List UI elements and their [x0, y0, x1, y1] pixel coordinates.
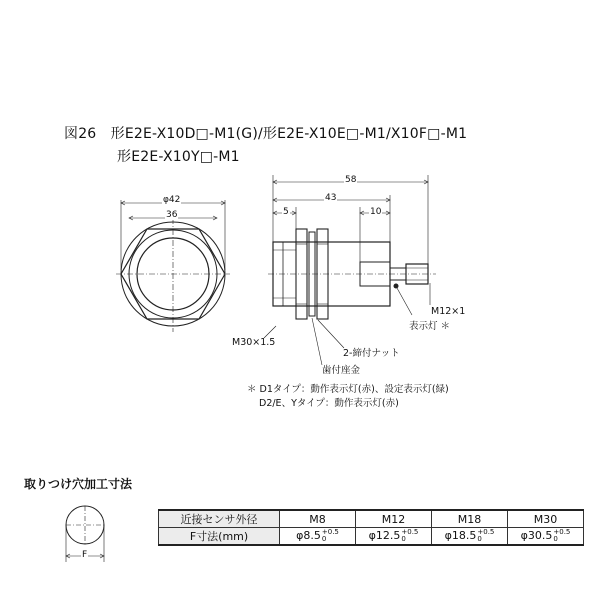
size-m8: M8	[280, 510, 356, 528]
dim-43: 43	[325, 193, 337, 203]
note-line-2: D2/E、Yタイプ：動作表示灯(赤)	[259, 398, 399, 409]
value-m18: φ18.5 +0.5 0	[432, 528, 508, 546]
dim-10: 10	[370, 207, 382, 217]
value-m30: φ30.5 +0.5 0	[508, 528, 584, 546]
dim-f: F	[82, 550, 88, 560]
figure-title-line2: 形E2E-X10Y□-M1	[117, 149, 240, 165]
mounting-title: 取りつけ穴加工寸法	[24, 477, 133, 491]
table-row	[159, 510, 584, 528]
note-line-1: ＊ D1タイプ：動作表示灯(赤)、設定表示灯(緑)	[247, 384, 449, 395]
value-m12: φ12.5 +0.5 0	[356, 528, 432, 546]
mounting-table	[158, 509, 584, 546]
figure-title: 図26 形E2E-X10D□-M1(G)/形E2E-X10E□-M1/X10F□-M1	[64, 126, 468, 142]
indicator-led-icon	[394, 284, 399, 289]
label-nut: 2-締付ナット	[343, 348, 400, 359]
dim-58: 58	[345, 175, 357, 185]
label-m12: M12×1	[431, 306, 466, 317]
dim-36: 36	[166, 210, 178, 220]
size-m30: M30	[508, 510, 584, 528]
size-m12: M12	[356, 510, 432, 528]
label-m30: M30×1.5	[232, 337, 276, 348]
dim-phi42: φ42	[163, 195, 181, 205]
label-washer: 歯付座金	[322, 365, 361, 376]
header-label: 近接センサ外径	[159, 510, 280, 528]
table-row	[159, 528, 584, 546]
value-m8: φ8.5 +0.5 0	[280, 528, 356, 546]
row-label: F寸法(mm)	[159, 528, 280, 546]
dim-5: 5	[283, 207, 289, 217]
size-m18: M18	[432, 510, 508, 528]
label-indicator: 表示灯 ＊	[409, 321, 451, 332]
